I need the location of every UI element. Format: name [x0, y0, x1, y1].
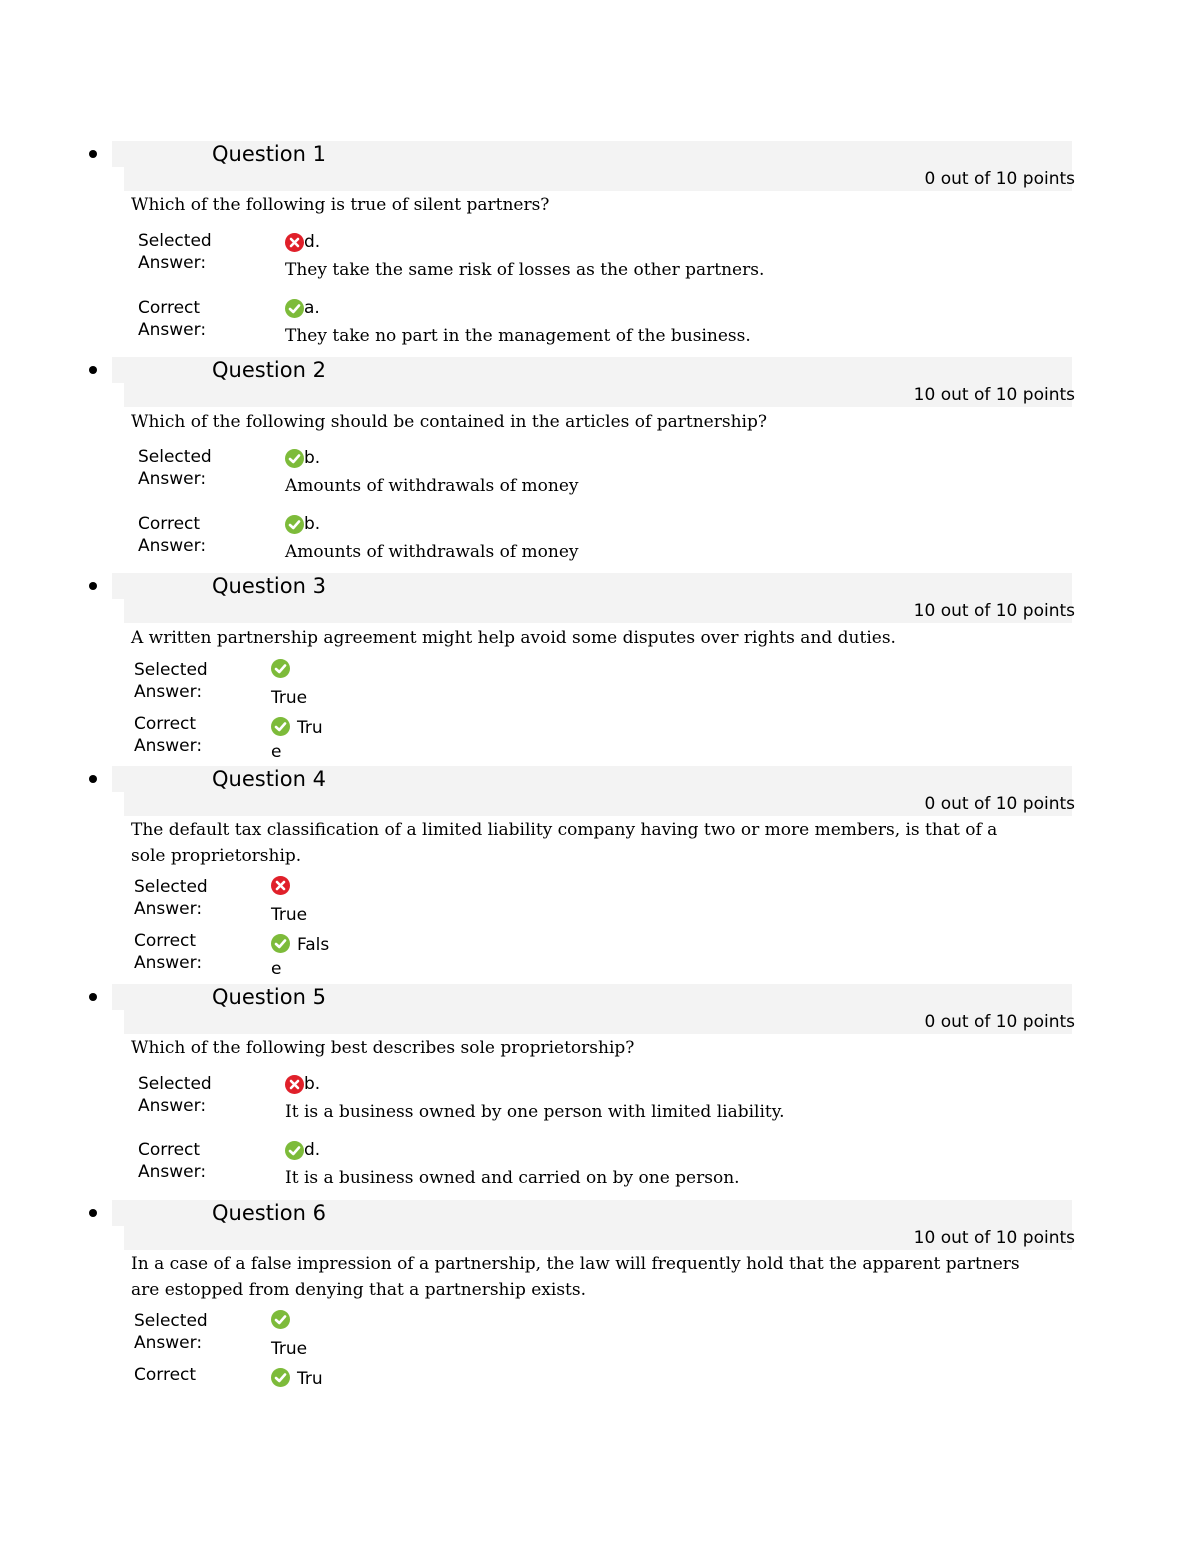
correct-answer-text: It is a business owned and carried on by one person.	[285, 1168, 740, 1188]
selected-answer-choice: d.	[285, 232, 320, 252]
list-bullet	[89, 1209, 97, 1217]
question-points: 10 out of 10 points	[913, 601, 1075, 621]
question-points: 0 out of 10 points	[924, 794, 1075, 814]
selected-answer-label: Selected Answer:	[134, 1311, 208, 1353]
correct-answer-label: Correct Answer:	[138, 1140, 207, 1182]
correct-answer-label: Correct Answer:	[134, 714, 203, 756]
correct-check-icon	[285, 515, 304, 534]
correct-check-icon	[271, 659, 290, 678]
question-text: A written partnership agreement might help avoid some disputes over rights and duties.	[131, 628, 896, 648]
correct-check-icon	[271, 934, 290, 953]
list-bullet	[89, 775, 97, 783]
selected-answer-label: Selected Answer:	[138, 447, 212, 489]
selected-answer-label: Selected Answer:	[138, 1074, 212, 1116]
question-text: In a case of a false impression of a partnership, the law will frequently hold that the apparent partners are estopped from denying that a partnership exists.	[131, 1254, 1020, 1300]
correct-check-icon	[285, 449, 304, 468]
question-points: 0 out of 10 points	[924, 1012, 1075, 1032]
incorrect-x-icon	[271, 876, 290, 895]
question-title: Question 3	[212, 574, 326, 598]
correct-check-icon	[285, 1141, 304, 1160]
question-title: Question 6	[212, 1201, 326, 1225]
question-points: 10 out of 10 points	[913, 1228, 1075, 1248]
question-text: Which of the following should be contained in the articles of partnership?	[131, 412, 767, 432]
selected-answer-label: Selected Answer:	[134, 877, 208, 919]
question-text: Which of the following best describes sole proprietorship?	[131, 1038, 635, 1058]
selected-answer-choice: b.	[285, 448, 320, 468]
question-points: 10 out of 10 points	[913, 385, 1075, 405]
correct-answer-value: Fals e	[271, 935, 330, 979]
selected-answer-label: Selected Answer:	[134, 660, 208, 702]
correct-answer-label: Correct Answer:	[138, 298, 207, 340]
list-bullet	[89, 993, 97, 1001]
incorrect-x-icon	[285, 1075, 304, 1094]
list-bullet	[89, 150, 97, 158]
correct-answer-choice: b.	[285, 514, 320, 534]
question-title: Question 5	[212, 985, 326, 1009]
question-title: Question 2	[212, 358, 326, 382]
correct-answer-text: They take no part in the management of the business.	[285, 326, 751, 346]
correct-check-icon	[271, 717, 290, 736]
correct-answer-choice: d.	[285, 1140, 320, 1160]
question-text: The default tax classification of a limited liability company having two or more members, is that of a sole proprietorship.	[131, 820, 998, 866]
selected-answer-choice: b.	[285, 1074, 320, 1094]
list-bullet	[89, 366, 97, 374]
question-title: Question 4	[212, 767, 326, 791]
correct-answer-text: Amounts of withdrawals of money	[285, 542, 579, 562]
question-text: Which of the following is true of silent partners?	[131, 195, 550, 215]
selected-answer-text: Amounts of withdrawals of money	[285, 476, 579, 496]
selected-answer-value: True	[271, 1310, 307, 1360]
selected-answer-value: True	[271, 876, 307, 926]
correct-check-icon	[285, 299, 304, 318]
correct-answer-label: Correct Answer:	[138, 514, 207, 556]
selected-answer-label: Selected Answer:	[138, 231, 212, 273]
question-title: Question 1	[212, 142, 326, 166]
correct-check-icon	[271, 1310, 290, 1329]
incorrect-x-icon	[285, 233, 304, 252]
correct-answer-value: Tru e	[271, 718, 323, 762]
correct-answer-label: Correct	[134, 1365, 197, 1385]
list-bullet	[89, 582, 97, 590]
correct-check-icon	[271, 1368, 290, 1387]
selected-answer-text: It is a business owned by one person with limited liability.	[285, 1102, 785, 1122]
correct-answer-choice: a.	[285, 298, 320, 318]
selected-answer-value: True	[271, 659, 307, 709]
correct-answer-label: Correct Answer:	[134, 931, 203, 973]
question-points: 0 out of 10 points	[924, 169, 1075, 189]
correct-answer-value: Tru	[271, 1364, 323, 1390]
selected-answer-text: They take the same risk of losses as the other partners.	[285, 260, 765, 280]
